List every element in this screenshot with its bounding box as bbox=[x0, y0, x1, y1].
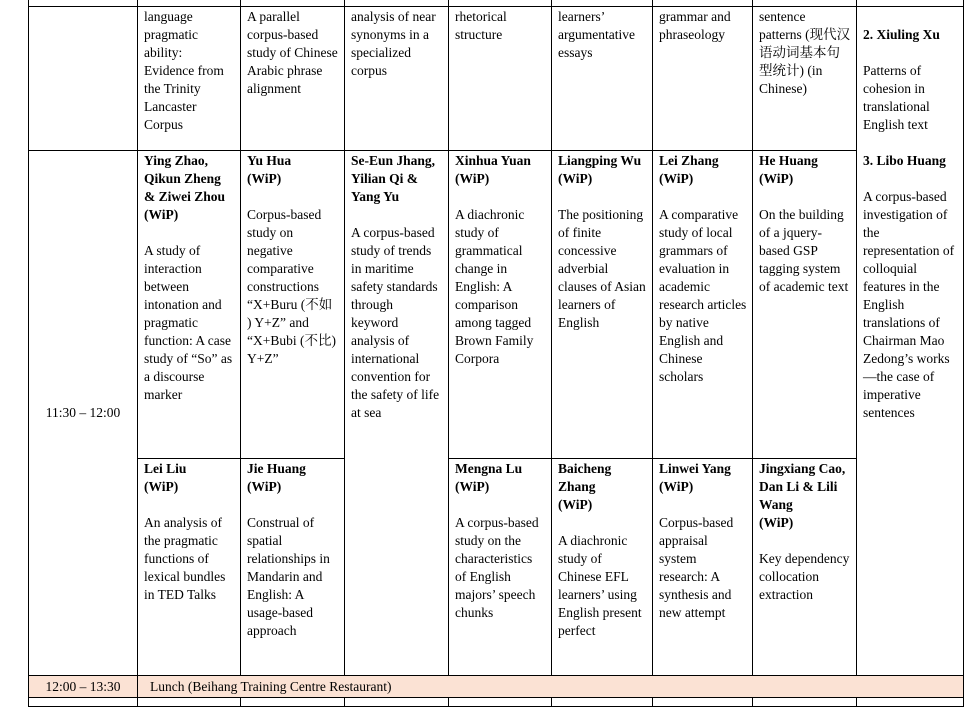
speaker-name: Jingxiang Cao, Dan Li & Lili Wang bbox=[759, 461, 846, 512]
continuation-cell bbox=[753, 7, 857, 151]
speaker-name: Xinhua Yuan bbox=[455, 153, 531, 168]
session-row-b bbox=[29, 459, 964, 676]
continuation-cell bbox=[552, 7, 653, 151]
presentation-cell bbox=[449, 459, 552, 676]
table-bottom-sliver-row bbox=[29, 698, 964, 707]
sliver-cell bbox=[753, 698, 857, 707]
wip-label: (WiP) bbox=[759, 171, 794, 186]
presentation-cell bbox=[241, 459, 345, 676]
sliver-cell bbox=[345, 698, 449, 707]
conference-schedule bbox=[28, 0, 964, 707]
sliver-cell bbox=[857, 698, 964, 707]
keynote-paper-title: A corpus-based investigation of the representation of colloquial features in the English translations of Chairman Mao Zedong’s works —the case of imperative sentences bbox=[863, 189, 955, 420]
speaker-name: Baicheng Zhang bbox=[558, 461, 612, 494]
wip-label: (WiP) bbox=[659, 479, 694, 494]
paper-title: Construal of spatial relationships in Mandarin and English: A usage-based approach bbox=[247, 515, 330, 638]
continuation-cell bbox=[241, 7, 345, 151]
paper-title: Corpus-based study on negative comparative constructions “X+Buru (不如 ) Y+Z” and “X+Bubi (不比) Y+Z” bbox=[247, 207, 336, 366]
presentation-cell bbox=[552, 459, 653, 676]
paper-title: A study of interaction between intonation and pragmatic function: A case study of “So” as a discourse marker bbox=[144, 243, 233, 402]
lunch-time: 12:00 – 13:30 bbox=[45, 678, 121, 694]
presentation-cell bbox=[449, 151, 552, 459]
speaker-name: Jie Huang bbox=[247, 461, 306, 476]
continuation-cell bbox=[449, 7, 552, 151]
speaker-name: Yu Hua bbox=[247, 153, 292, 168]
paper-title: A corpus-based study of trends in maritime safety standards through keyword analysis of international convention for the safety of life at sea bbox=[351, 225, 440, 420]
session-time: 11:30 – 12:00 bbox=[45, 404, 121, 420]
empty-time-cell bbox=[29, 7, 138, 151]
paper-title: analysis of near synonyms in a specialized corpus bbox=[351, 9, 436, 78]
lunch-row bbox=[29, 676, 964, 698]
wip-label: (WiP) bbox=[247, 171, 282, 186]
wip-label: (WiP) bbox=[144, 207, 179, 222]
lunch-label-cell bbox=[138, 676, 964, 698]
speaker-name: Ying Zhao, Qikun Zheng & Ziwei Zhou bbox=[144, 153, 226, 204]
presentation-cell bbox=[138, 151, 241, 459]
lunch-time-cell bbox=[29, 676, 138, 698]
continuation-cell bbox=[138, 7, 241, 151]
wip-label: (WiP) bbox=[558, 497, 593, 512]
paper-title: A comparative study of local grammars of evaluation in academic research articles by native English and Chinese scholars bbox=[659, 207, 747, 384]
sliver-cell bbox=[241, 698, 345, 707]
paper-title: language pragmatic ability: Evidence from the Trinity Lancaster Corpus bbox=[144, 9, 224, 132]
paper-title: An analysis of the pragmatic functions of lexical bundles in TED Talks bbox=[144, 515, 226, 602]
wip-label: (WiP) bbox=[247, 479, 282, 494]
presentation-cell bbox=[241, 151, 345, 459]
speaker-name: Linwei Yang bbox=[659, 461, 731, 476]
speaker-name: Mengna Lu bbox=[455, 461, 523, 476]
keynote-speaker-name: 3. Libo Huang bbox=[863, 153, 946, 168]
speaker-name: Liangping Wu bbox=[558, 153, 642, 168]
speaker-name: Se-Eun Jhang, Yilian Qi & Yang Yu bbox=[351, 153, 436, 204]
presentation-cell bbox=[753, 459, 857, 676]
continuation-cell bbox=[653, 7, 753, 151]
sliver-cell bbox=[138, 698, 241, 707]
paper-title: On the building of a jquery-based GSP tagging system of academic text bbox=[759, 207, 849, 294]
wip-label: (WiP) bbox=[759, 515, 794, 530]
keynote-list-cell bbox=[857, 7, 964, 676]
speaker-name: Lei Zhang bbox=[659, 153, 719, 168]
session-row-a bbox=[29, 151, 964, 459]
paper-title: A diachronic study of grammatical change in English: A comparison among tagged Brown Family Corpora bbox=[455, 207, 534, 366]
paper-title: A diachronic study of Chinese EFL learners’ using English present perfect bbox=[558, 533, 642, 638]
continuation-cell bbox=[345, 7, 449, 151]
presentation-cell bbox=[345, 151, 449, 676]
paper-title: Corpus-based appraisal system research: A synthesis and new attempt bbox=[659, 515, 734, 620]
sliver-cell bbox=[552, 698, 653, 707]
paper-title: A corpus-based study on the characteristics of English majors’ speech chunks bbox=[455, 515, 539, 620]
continuation-row bbox=[29, 7, 964, 151]
speaker-name: He Huang bbox=[759, 153, 818, 168]
wip-label: (WiP) bbox=[144, 479, 179, 494]
presentation-cell bbox=[653, 459, 753, 676]
wip-label: (WiP) bbox=[455, 479, 490, 494]
paper-title: A parallel corpus-based study of Chinese Arabic phrase alignment bbox=[247, 9, 338, 96]
presentation-cell bbox=[653, 151, 753, 459]
sliver-cell bbox=[449, 698, 552, 707]
lunch-label: Lunch (Beihang Training Centre Restaurant) bbox=[150, 678, 392, 694]
paper-title: sentence patterns (现代汉语动词基本句型统计) (in Chinese) bbox=[759, 9, 851, 96]
paper-title: Key dependency collocation extraction bbox=[759, 551, 850, 602]
wip-label: (WiP) bbox=[659, 171, 694, 186]
wip-label: (WiP) bbox=[455, 171, 490, 186]
wip-label: (WiP) bbox=[558, 171, 593, 186]
keynote-speaker-name: 2. Xiuling Xu bbox=[863, 27, 940, 42]
paper-title: rhetorical structure bbox=[455, 9, 507, 42]
keynote-paper-title: Patterns of cohesion in translational English text bbox=[863, 63, 930, 132]
paper-title: grammar and phraseology bbox=[659, 9, 731, 42]
paper-title: learners’ argumentative essays bbox=[558, 9, 635, 60]
programme-table bbox=[28, 0, 964, 707]
speaker-name: Lei Liu bbox=[144, 461, 187, 476]
sliver-cell bbox=[653, 698, 753, 707]
presentation-cell bbox=[552, 151, 653, 459]
presentation-cell bbox=[138, 459, 241, 676]
session-time-cell bbox=[29, 151, 138, 676]
sliver-cell bbox=[29, 698, 138, 707]
presentation-cell bbox=[753, 151, 857, 459]
paper-title: The positioning of finite concessive adverbial clauses of Asian learners of English bbox=[558, 207, 646, 330]
